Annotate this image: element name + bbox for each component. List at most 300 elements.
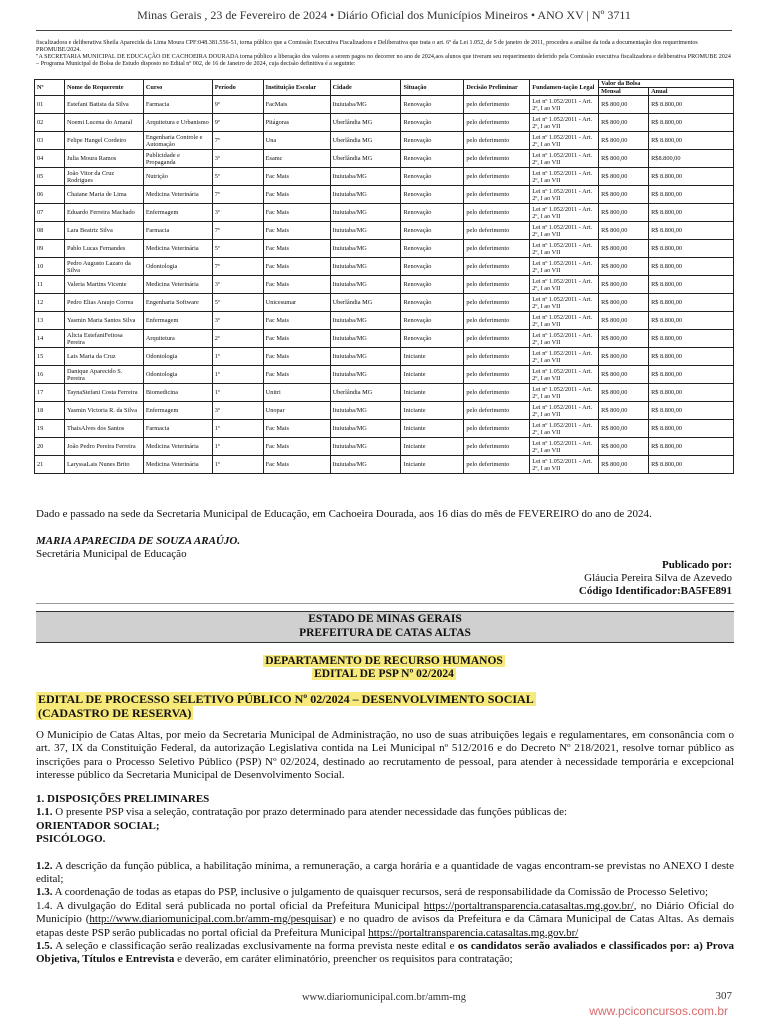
table-row	[35, 222, 734, 240]
cell-nome: Eduardo Ferreira Machado	[64, 204, 143, 222]
cell-situacao: Renovação	[401, 132, 464, 150]
cell-situacao: Iniciante	[401, 402, 464, 420]
department-heading	[0, 655, 768, 681]
cell-fund: Lei nº 1.052/2011 - Art. 2º, I ao VII	[530, 348, 599, 366]
cell-anual: R$ 8.800,00	[649, 348, 734, 366]
cell-nome: Danique Aparecido S. Pereira	[64, 366, 143, 384]
cell-mensal: R$ 800,00	[599, 258, 649, 276]
cell-anual: R$ 8.800,00	[649, 258, 734, 276]
cell-anual: R$ 8.800,00	[649, 294, 734, 312]
cell-periodo: 9º	[212, 114, 263, 132]
header-rule	[36, 30, 732, 31]
cell-curso: Medicina Veterinária	[143, 276, 212, 294]
cell-periodo: 3º	[212, 402, 263, 420]
section-divider	[36, 603, 734, 604]
table-row	[35, 204, 734, 222]
cell-decisao: pelo deferimento	[464, 348, 530, 366]
cell-num: 10	[35, 258, 65, 276]
table-row	[35, 240, 734, 258]
cell-decisao: pelo deferimento	[464, 456, 530, 474]
table-row	[35, 366, 734, 384]
cell-periodo: 7º	[212, 132, 263, 150]
cell-decisao: pelo deferimento	[464, 258, 530, 276]
p12-num: 1.2.	[36, 859, 53, 872]
cell-curso: Enfermagem	[143, 312, 212, 330]
cell-decisao: pelo deferimento	[464, 384, 530, 402]
state-line-2: PREFEITURA DE CATAS ALTAS	[299, 627, 471, 639]
cell-fund: Lei nº 1.052/2011 - Art. 2º, I ao VII	[530, 132, 599, 150]
cell-anual: R$ 8.800,00	[649, 132, 734, 150]
cell-inst: Fac Mais	[263, 258, 330, 276]
cell-fund: Lei nº 1.052/2011 - Art. 2º, I ao VII	[530, 294, 599, 312]
cell-curso: Odontologia	[143, 366, 212, 384]
cell-mensal: R$ 800,00	[599, 150, 649, 168]
cell-fund: Lei nº 1.052/2011 - Art. 2º, I ao VII	[530, 186, 599, 204]
cell-curso: Medicina Veterinária	[143, 456, 212, 474]
cell-cidade: Uberlândia MG	[330, 384, 401, 402]
function-psicologo: PSICÓLOGO.	[36, 833, 106, 846]
function-orientador: ORIENTADOR SOCIAL;	[36, 819, 160, 832]
cell-periodo: 1º	[212, 348, 263, 366]
cell-cidade: Ituiutaba/MG	[330, 366, 401, 384]
cell-nome: Lais Maria da Cruz	[64, 348, 143, 366]
edital-title-line-2: (CADASTRO DE RESERVA)	[38, 706, 192, 720]
cell-inst: FacMais	[263, 96, 330, 114]
cell-inst: Unicesumar	[263, 294, 330, 312]
cell-situacao: Renovação	[401, 312, 464, 330]
table-body	[35, 96, 734, 474]
cell-mensal: R$ 800,00	[599, 384, 649, 402]
cell-num: 17	[35, 384, 65, 402]
cell-nome: Alicia EstefaniFeitosa Pereira	[64, 330, 143, 348]
cell-inst: Fac Mais	[263, 366, 330, 384]
cell-situacao: Iniciante	[401, 420, 464, 438]
cell-cidade: Ituiutaba/MG	[330, 222, 401, 240]
section-1-heading: 1. DISPOSIÇÕES PRELIMINARES	[36, 793, 210, 805]
cell-periodo: 3º	[212, 276, 263, 294]
cell-curso: Enfermagem	[143, 402, 212, 420]
cell-periodo: 7º	[212, 222, 263, 240]
cell-mensal: R$ 800,00	[599, 96, 649, 114]
cell-inst: Fac Mais	[263, 240, 330, 258]
p11-text: O presente PSP visa a seleção, contratação por prazo determinado para atender necessidade das funções públicas de:	[52, 806, 568, 819]
p15-text-b: os candidatos serão avaliados e classificados por: a) Prova Objetiva, Títulos e Entrevista	[36, 940, 734, 966]
cell-periodo: 3º	[212, 150, 263, 168]
paragraph-1-4	[36, 900, 734, 940]
th-mensal: Mensal	[599, 88, 649, 96]
cell-anual: R$ 8.800,00	[649, 366, 734, 384]
cell-periodo: 5º	[212, 294, 263, 312]
cell-decisao: pelo deferimento	[464, 96, 530, 114]
p14-text-a: 1.4. A divulgação do Edital será publicada no portal oficial da Prefeitura Municipal	[36, 899, 424, 912]
cell-nome: Valeria Martins Vicente	[64, 276, 143, 294]
cell-fund: Lei nº 1.052/2011 - Art. 2º, I ao VII	[530, 96, 599, 114]
cell-num: 11	[35, 276, 65, 294]
table-row	[35, 420, 734, 438]
cell-cidade: Ituiutaba/MG	[330, 312, 401, 330]
p11-num: 1.1.	[36, 806, 53, 819]
table-row	[35, 456, 734, 474]
cell-nome: TaynaStefani Costa Ferreira	[64, 384, 143, 402]
cell-nome: Pedro Augusto Lazaro da Silva	[64, 258, 143, 276]
cell-decisao: pelo deferimento	[464, 240, 530, 258]
cell-cidade: Ituiutaba/MG	[330, 420, 401, 438]
signoff-text: Dado e passado na sede da Secretaria Municipal de Educação, em Cachoeira Dourada, aos 16 dias do mês de FEVEREIRO do ano de 2024.	[36, 508, 652, 520]
cell-curso: Odontologia	[143, 348, 212, 366]
p15-text-a: A seleção e classificação serão realizadas exclusivamente na forma prevista neste edital e	[52, 940, 458, 953]
cell-inst: Unopar	[263, 402, 330, 420]
cell-fund: Lei nº 1.052/2011 - Art. 2º, I ao VII	[530, 240, 599, 258]
cell-mensal: R$ 800,00	[599, 294, 649, 312]
cell-anual: R$ 8.800,00	[649, 456, 734, 474]
table-row	[35, 312, 734, 330]
cell-mensal: R$ 800,00	[599, 168, 649, 186]
cell-periodo: 3º	[212, 312, 263, 330]
cell-num: 21	[35, 456, 65, 474]
cell-anual: R$ 8.800,00	[649, 312, 734, 330]
cell-num: 18	[35, 402, 65, 420]
cell-situacao: Renovação	[401, 204, 464, 222]
top-note-line-1: fiscalizadora e deliberativa Sheila Aparecida da Lima Moura CPF:048.381.556-51, torna público que a Comissão Executiva Fiscalizadora e Deliberativa que trata o art. 6º da Lei 1.052, de 5 de janeiro de 2011, procedeu a análise da toda a documentação dos requerimentos PROMUBE/2024.	[36, 40, 698, 53]
cell-decisao: pelo deferimento	[464, 330, 530, 348]
cell-anual: R$ 8.800,00	[649, 438, 734, 456]
cell-fund: Lei nº 1.052/2011 - Art. 2º, I ao VII	[530, 366, 599, 384]
cell-periodo: 1º	[212, 438, 263, 456]
cell-mensal: R$ 800,00	[599, 240, 649, 258]
cell-num: 03	[35, 132, 65, 150]
state-line-1: ESTADO DE MINAS GERAIS	[308, 613, 462, 625]
cell-anual: R$ 8.800,00	[649, 96, 734, 114]
cell-anual: R$ 8.800,00	[649, 114, 734, 132]
cell-cidade: Ituiutaba/MG	[330, 402, 401, 420]
cell-inst: Una	[263, 132, 330, 150]
cell-situacao: Renovação	[401, 186, 464, 204]
cell-num: 04	[35, 150, 65, 168]
cell-curso: Arquitetura	[143, 330, 212, 348]
cell-nome: Pablo Lucas Fernandes	[64, 240, 143, 258]
cell-nome: Felipe Hangel Cordeiro	[64, 132, 143, 150]
cell-curso: Medicina Veterinária	[143, 240, 212, 258]
cell-num: 20	[35, 438, 65, 456]
cell-decisao: pelo deferimento	[464, 222, 530, 240]
table-row	[35, 384, 734, 402]
th-num: Nº	[35, 80, 65, 96]
cell-nome: LaryssaLais Nunes Brito	[64, 456, 143, 474]
th-decisao: Decisão Preliminar	[464, 80, 530, 96]
cell-mensal: R$ 800,00	[599, 132, 649, 150]
table-header-row	[35, 80, 734, 88]
cell-cidade: Ituiutaba/MG	[330, 204, 401, 222]
cell-periodo: 1º	[212, 420, 263, 438]
p15-text-c: e deverão, em caráter eliminatório, preencher os requisitos para contratação;	[174, 953, 513, 966]
table-row	[35, 168, 734, 186]
cell-fund: Lei nº 1.052/2011 - Art. 2º, I ao VII	[530, 312, 599, 330]
cell-cidade: Uberlândia MG	[330, 132, 401, 150]
cell-anual: R$ 8.800,00	[649, 384, 734, 402]
intro-paragraph: O Município de Catas Altas, por meio da Secretaria Municipal de Administração, no uso de suas atribuições legais e regulamentares, em consonância com o art. 37, IX da Constituição Federal, da autorização Legislativa contida na Lei Municipal nº 512/2016 e do Decreto Nº 218/2021, resolve tornar público as inscrições para o Processo Seletivo Público (PSP) Nº 02/2024, destinado ao recrutamento de pessoal, para atender à necessidade temporária e excepcional interesse público da Secretaria Municipal de Desenvolvimento Social.	[36, 729, 734, 782]
table-row	[35, 132, 734, 150]
cell-anual: R$ 8.800,00	[649, 186, 734, 204]
cell-mensal: R$ 800,00	[599, 402, 649, 420]
th-cidade: Cidade	[330, 80, 401, 96]
cell-situacao: Renovação	[401, 114, 464, 132]
cell-nome: Noemi Lucena do Amaral	[64, 114, 143, 132]
cell-curso: Enfermagem	[143, 204, 212, 222]
cell-fund: Lei nº 1.052/2011 - Art. 2º, I ao VII	[530, 114, 599, 132]
cell-situacao: Renovação	[401, 150, 464, 168]
publication-label: Publicado por:	[662, 559, 732, 571]
cell-inst: Fac Mais	[263, 186, 330, 204]
th-instituicao: Instituição Escolar	[263, 80, 330, 96]
cell-cidade: Ituiutaba/MG	[330, 186, 401, 204]
state-box	[36, 611, 734, 643]
cell-anual: R$ 8.800,00	[649, 330, 734, 348]
cell-num: 13	[35, 312, 65, 330]
cell-mensal: R$ 800,00	[599, 114, 649, 132]
edital-title-line-1: EDITAL DE PROCESSO SELETIVO PÚBLICO Nº 02/2024 – DESENVOLVIMENTO SOCIAL	[38, 692, 534, 706]
cell-anual: R$ 8.800,00	[649, 420, 734, 438]
cell-cidade: Ituiutaba/MG	[330, 348, 401, 366]
publication-by: Gláucia Pereira Silva de Azevedo	[584, 572, 732, 584]
th-periodo: Período	[212, 80, 263, 96]
cell-num: 02	[35, 114, 65, 132]
cell-decisao: pelo deferimento	[464, 186, 530, 204]
department-line-2: EDITAL DE PSP Nº 02/2024	[314, 668, 454, 680]
cell-cidade: Ituiutaba/MG	[330, 96, 401, 114]
cell-periodo: 3º	[212, 204, 263, 222]
paragraph-1-1	[36, 806, 734, 819]
p13-num: 1.3.	[36, 886, 53, 899]
table-row	[35, 186, 734, 204]
cell-num: 06	[35, 186, 65, 204]
cell-cidade: Ituiutaba/MG	[330, 330, 401, 348]
cell-fund: Lei nº 1.052/2011 - Art. 2º, I ao VII	[530, 438, 599, 456]
p12-text: A descrição da função pública, a habilitação mínima, a remuneração, a carga horária e a quantidade de vagas encontram-se previstas no ANEXO I deste edital;	[36, 859, 734, 886]
cell-inst: Esamc	[263, 150, 330, 168]
table-row	[35, 330, 734, 348]
cell-inst: Fac Mais	[263, 420, 330, 438]
cell-nome: João Pedro Pereira Ferreira	[64, 438, 143, 456]
cell-situacao: Renovação	[401, 96, 464, 114]
cell-situacao: Iniciante	[401, 456, 464, 474]
cell-periodo: 1º	[212, 366, 263, 384]
cell-cidade: Uberlândia MG	[330, 114, 401, 132]
cell-mensal: R$ 800,00	[599, 420, 649, 438]
cell-situacao: Renovação	[401, 294, 464, 312]
cell-num: 08	[35, 222, 65, 240]
cell-decisao: pelo deferimento	[464, 150, 530, 168]
cell-num: 07	[35, 204, 65, 222]
cell-mensal: R$ 800,00	[599, 348, 649, 366]
cell-num: 19	[35, 420, 65, 438]
publication-info	[432, 559, 732, 598]
th-curso: Curso	[143, 80, 212, 96]
cell-nome: Pedro Elias Araujo Correa	[64, 294, 143, 312]
paragraph-1-5	[36, 940, 734, 967]
cell-curso: Arquitetura e Urbanismo	[143, 114, 212, 132]
cell-mensal: R$ 800,00	[599, 222, 649, 240]
page-number: 307	[715, 990, 732, 1002]
table-row	[35, 258, 734, 276]
p14-text-b: , no Diário Oficial do Município (	[36, 899, 734, 926]
cell-anual: R$ 8.800,00	[649, 204, 734, 222]
cell-inst: Fac Mais	[263, 330, 330, 348]
cell-inst: Fac Mais	[263, 168, 330, 186]
cell-anual: R$ 8.800,00	[649, 168, 734, 186]
cell-inst: Fac Mais	[263, 222, 330, 240]
paragraph-1-2	[36, 860, 734, 887]
publication-code: Código Identificador:BA5FE891	[578, 585, 732, 597]
cell-curso: Medicina Veterinária	[143, 438, 212, 456]
p15-num: 1.5.	[36, 940, 53, 953]
cell-inst: Fac Mais	[263, 438, 330, 456]
cell-inst: Fac Mais	[263, 276, 330, 294]
cell-fund: Lei nº 1.052/2011 - Art. 2º, I ao VII	[530, 258, 599, 276]
cell-decisao: pelo deferimento	[464, 420, 530, 438]
cell-periodo: 1º	[212, 456, 263, 474]
cell-mensal: R$ 800,00	[599, 186, 649, 204]
cell-num: 15	[35, 348, 65, 366]
cell-fund: Lei nº 1.052/2011 - Art. 2º, I ao VII	[530, 204, 599, 222]
cell-num: 01	[35, 96, 65, 114]
cell-decisao: pelo deferimento	[464, 402, 530, 420]
cell-situacao: Iniciante	[401, 384, 464, 402]
portal-link-1[interactable]: https://portaltransparencia.catasaltas.mg.gov.br/	[423, 899, 634, 912]
cell-mensal: R$ 800,00	[599, 312, 649, 330]
cell-num: 12	[35, 294, 65, 312]
cell-decisao: pelo deferimento	[464, 204, 530, 222]
cell-situacao: Iniciante	[401, 438, 464, 456]
table-row	[35, 438, 734, 456]
table-row	[35, 276, 734, 294]
cell-cidade: Uberlândia MG	[330, 294, 401, 312]
cell-mensal: R$ 800,00	[599, 276, 649, 294]
cell-situacao: Iniciante	[401, 366, 464, 384]
cell-curso: Nutrição	[143, 168, 212, 186]
cell-cidade: Ituiutaba/MG	[330, 258, 401, 276]
cell-anual: R$ 8.800,00	[649, 276, 734, 294]
cell-fund: Lei nº 1.052/2011 - Art. 2º, I ao VII	[530, 222, 599, 240]
edital-title	[36, 692, 734, 720]
table-row	[35, 294, 734, 312]
top-note-line-2: "A SECRETARIA MUNICIPAL DE EDUCAÇÃO DE CACHOEIRA DOURADA torna público a liberação dos valores a serem pagos no decorrer no ano de 2024,aos alunos que tiveram seu requerimento deferido pela Comissão executiva fiscalizadora e deliberativa PROMUBE 2024 – Programa Municipal de Bolsa de Estudo disposto no Edital nº 002, de 16 de Janeiro de 2024, cuja decisão definitiva é a seguinte:	[36, 54, 731, 67]
cell-mensal: R$ 800,00	[599, 204, 649, 222]
cell-nome: Lara Beatriz Silva	[64, 222, 143, 240]
cell-periodo: 9º	[212, 96, 263, 114]
cell-mensal: R$ 800,00	[599, 456, 649, 474]
cell-fund: Lei nº 1.052/2011 - Art. 2º, I ao VII	[530, 402, 599, 420]
th-fundamentacao: Fundamen-tação Legal	[530, 80, 599, 96]
cell-curso: Publicidade e Propaganda	[143, 150, 212, 168]
table-row	[35, 150, 734, 168]
cell-inst: Pitágoras	[263, 114, 330, 132]
cell-nome: João Vitor da Cruz Rodrigues	[64, 168, 143, 186]
cell-cidade: Ituiutaba/MG	[330, 456, 401, 474]
paragraph-1-3	[36, 886, 734, 899]
cell-cidade: Uberlândia MG	[330, 150, 401, 168]
cell-periodo: 7º	[212, 186, 263, 204]
cell-inst: Fac Mais	[263, 204, 330, 222]
cell-inst: Fac Mais	[263, 312, 330, 330]
cell-periodo: 7º	[212, 258, 263, 276]
cell-decisao: pelo deferimento	[464, 114, 530, 132]
cell-num: 05	[35, 168, 65, 186]
cell-situacao: Renovação	[401, 276, 464, 294]
cell-periodo: 5º	[212, 168, 263, 186]
cell-num: 09	[35, 240, 65, 258]
watermark: www.pciconcursos.com.br	[589, 1004, 728, 1018]
cell-curso: Biomedicina	[143, 384, 212, 402]
cell-num: 14	[35, 330, 65, 348]
cell-situacao: Renovação	[401, 330, 464, 348]
table-row	[35, 348, 734, 366]
cell-periodo: 5º	[212, 240, 263, 258]
diario-link[interactable]: http://www.diariomunicipal.com.br/amm-mg/pesquisar	[89, 913, 333, 926]
page-header: Minas Gerais , 23 de Fevereiro de 2024 • Diário Oficial dos Municípios Mineiros • ANO XV | Nº 3711	[137, 8, 631, 22]
portal-link-2[interactable]: https://portaltransparencia.catasaltas.mg.gov.br/	[368, 926, 579, 939]
signer-role: Secretária Municipal de Educação	[36, 548, 187, 560]
cell-anual: R$ 8.800,00	[649, 222, 734, 240]
cell-nome: Estefani Batista da Silva	[64, 96, 143, 114]
scholarship-table	[34, 79, 734, 474]
cell-fund: Lei nº 1.052/2011 - Art. 2º, I ao VII	[530, 330, 599, 348]
cell-cidade: Ituiutaba/MG	[330, 276, 401, 294]
cell-cidade: Ituiutaba/MG	[330, 168, 401, 186]
footer-site: www.diariomunicipal.com.br/amm-mg	[301, 992, 467, 1003]
cell-curso: Medicina Veterinária	[143, 186, 212, 204]
cell-nome: Chaiane Maria de Lima	[64, 186, 143, 204]
cell-anual: R$ 8.800,00	[649, 240, 734, 258]
th-situacao: Situação	[401, 80, 464, 96]
section-1	[36, 793, 734, 967]
cell-situacao: Iniciante	[401, 348, 464, 366]
cell-nome: ThaisAlves dos Santos	[64, 420, 143, 438]
p13-text: A coordenação de todas as etapas do PSP, inclusive o julgamento de quaisquer recursos, será de responsabilidade da Comissão de Processo Seletivo;	[52, 886, 709, 899]
signer-name: MARIA APARECIDA DE SOUZA ARAÚJO.	[36, 535, 241, 547]
department-line-1: DEPARTAMENTO DE RECURSO HUMANOS	[265, 655, 503, 667]
cell-decisao: pelo deferimento	[464, 294, 530, 312]
cell-mensal: R$ 800,00	[599, 366, 649, 384]
cell-decisao: pelo deferimento	[464, 312, 530, 330]
cell-periodo: 1º	[212, 384, 263, 402]
cell-fund: Lei nº 1.052/2011 - Art. 2º, I ao VII	[530, 150, 599, 168]
cell-curso: Engenharia Software	[143, 294, 212, 312]
cell-fund: Lei nº 1.052/2011 - Art. 2º, I ao VII	[530, 276, 599, 294]
cell-fund: Lei nº 1.052/2011 - Art. 2º, I ao VII	[530, 384, 599, 402]
cell-situacao: Renovação	[401, 168, 464, 186]
cell-nome: Yasmin Maria Santos Silva	[64, 312, 143, 330]
cell-inst: Fac Mais	[263, 456, 330, 474]
cell-decisao: pelo deferimento	[464, 168, 530, 186]
p14-text-c: ) e no quadro de avisos da Prefeitura e da Câmara Municipal de Catas Altas. As demais etapas deste PSP serão publicadas no portal oficial da Prefeitura Municipal	[36, 913, 734, 939]
cell-fund: Lei nº 1.052/2011 - Art. 2º, I ao VII	[530, 456, 599, 474]
cell-situacao: Renovação	[401, 222, 464, 240]
table-row	[35, 402, 734, 420]
cell-inst: Unitri	[263, 384, 330, 402]
th-valor: Valor da Bolsa	[599, 80, 734, 88]
cell-num: 16	[35, 366, 65, 384]
cell-decisao: pelo deferimento	[464, 276, 530, 294]
cell-curso: Farmacia	[143, 222, 212, 240]
cell-periodo: 2º	[212, 330, 263, 348]
cell-anual: R$8.800,00	[649, 150, 734, 168]
table-row	[35, 96, 734, 114]
cell-curso: Odontologia	[143, 258, 212, 276]
cell-cidade: Ituiutaba/MG	[330, 240, 401, 258]
cell-decisao: pelo deferimento	[464, 132, 530, 150]
th-anual: Anual	[649, 88, 734, 96]
cell-cidade: Ituiutaba/MG	[330, 438, 401, 456]
